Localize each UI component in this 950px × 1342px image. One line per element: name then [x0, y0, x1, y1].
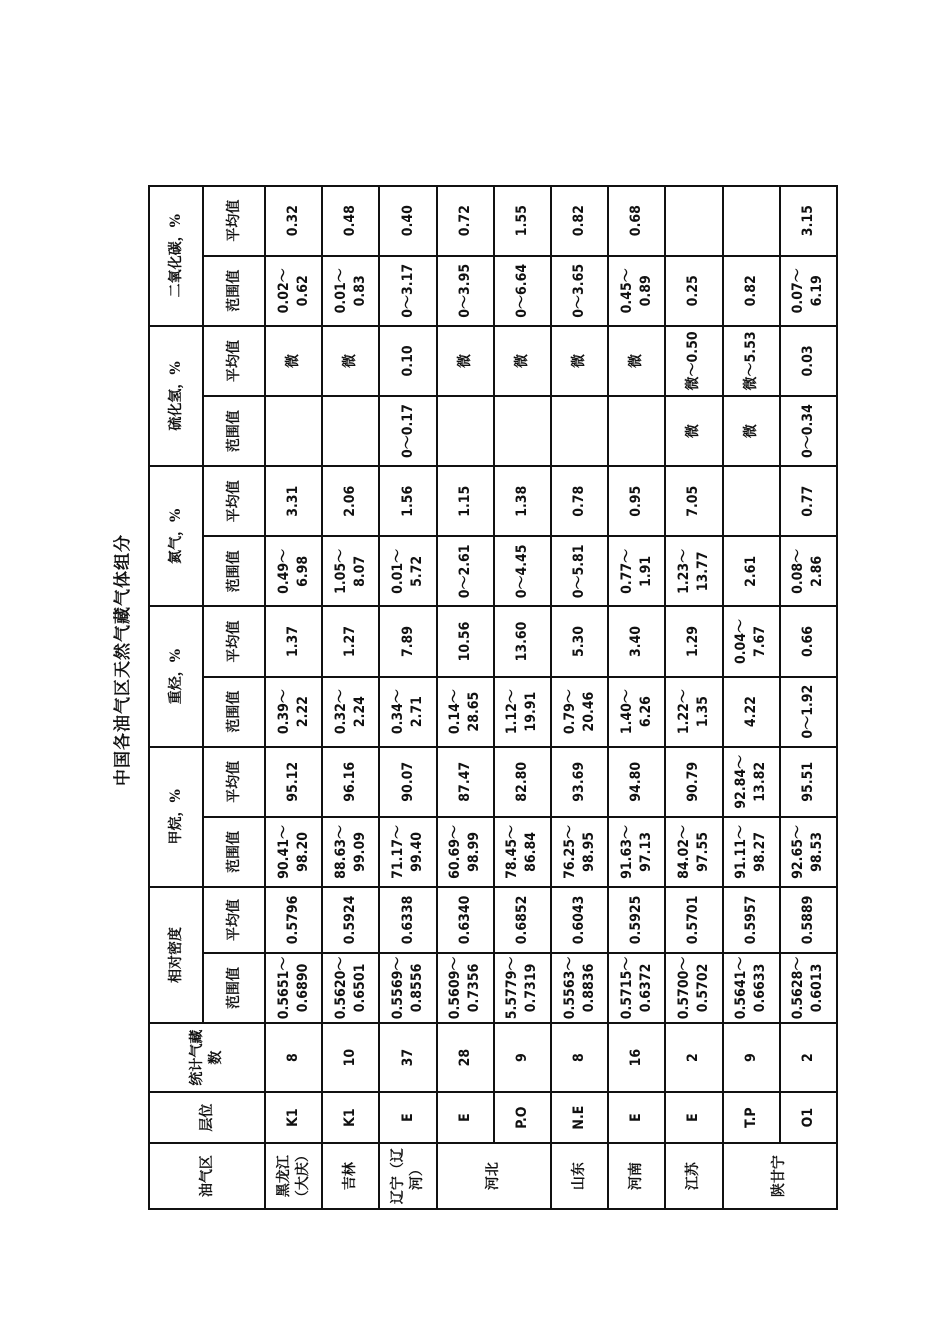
value-cell-da: 0.5889: [780, 887, 837, 953]
value-cell-ma: 90.07: [379, 747, 436, 817]
header-nitrogen: 氮气，%: [149, 466, 203, 606]
value-cell-nr: 0.08～2.86: [780, 536, 837, 606]
value-cell-mr: 88.63～99.09: [322, 817, 379, 887]
layer-cell: E: [608, 1092, 665, 1143]
layer-cell: O1: [780, 1092, 837, 1143]
value-cell-ma: 94.80: [608, 747, 665, 817]
value-cell-ma: 90.79: [665, 747, 722, 817]
subheader-range: 范围值: [203, 953, 265, 1023]
region-cell: 吉林: [322, 1143, 379, 1209]
value-cell-ha: 7.89: [379, 606, 436, 676]
value-cell-dr: 0.5651～0.6890: [265, 953, 322, 1023]
value-cell-mr: 78.45～86.84: [494, 817, 551, 887]
layer-cell: E: [665, 1092, 722, 1143]
value-cell-ma: 82.80: [494, 747, 551, 817]
value-cell-ca: [723, 186, 780, 256]
value-cell-sr: 微: [665, 396, 722, 466]
value-cell-nr: 2.61: [723, 536, 780, 606]
region-cell: 河北: [437, 1143, 551, 1209]
value-cell-sa: 微: [322, 326, 379, 396]
count-cell: 16: [608, 1023, 665, 1092]
table-title: 中国各油气区天然气藏气体组分: [113, 534, 133, 786]
table-row: [494, 111, 551, 1209]
table-row: [322, 111, 379, 1209]
value-cell-na: 0.78: [551, 466, 608, 536]
value-cell-nr: 0.01～5.72: [379, 536, 436, 606]
header-h2s: 硫化氢，%: [149, 326, 203, 466]
value-cell-ma: 92.84～13.82: [723, 747, 780, 817]
table-row: [608, 111, 665, 1209]
value-cell-cr: 0～6.64: [494, 256, 551, 326]
region-cell: 陕甘宁: [723, 1143, 838, 1209]
value-cell-dr: 0.5569～0.8556: [379, 953, 436, 1023]
value-cell-nr: 1.05～8.07: [322, 536, 379, 606]
value-cell-hr: 0.34～2.71: [379, 677, 436, 747]
table-body: [265, 111, 837, 1209]
value-cell-ma: 95.12: [265, 747, 322, 817]
value-cell-ma: 93.69: [551, 747, 608, 817]
table-row: [780, 111, 837, 1209]
value-cell-hr: 0.79～20.46: [551, 677, 608, 747]
value-cell-sr: [551, 396, 608, 466]
value-cell-sr: [494, 396, 551, 466]
value-cell-na: [723, 466, 780, 536]
layer-cell: E: [379, 1092, 436, 1143]
value-cell-ca: 0.82: [551, 186, 608, 256]
value-cell-na: 1.56: [379, 466, 436, 536]
layer-cell: P.O: [494, 1092, 551, 1143]
value-cell-cr: 0.45～0.89: [608, 256, 665, 326]
layer-cell: N.E: [551, 1092, 608, 1143]
header-layer: 层位: [149, 1092, 265, 1143]
layer-cell: K1: [322, 1092, 379, 1143]
table-row: [723, 111, 780, 1209]
value-cell-mr: 91.11～98.27: [723, 817, 780, 887]
subheader-avg: 平均值: [203, 326, 265, 396]
header-region: 油气区: [149, 1143, 265, 1209]
count-cell: 9: [723, 1023, 780, 1092]
header-co2: 二氧化碳，%: [149, 186, 203, 326]
count-cell: 2: [665, 1023, 722, 1092]
value-cell-na: 0.95: [608, 466, 665, 536]
table-row: [265, 111, 322, 1209]
value-cell-cr: 0.01～0.83: [322, 256, 379, 326]
count-cell: 28: [437, 1023, 494, 1092]
value-cell-dr: 0.5620～0.6501: [322, 953, 379, 1023]
value-cell-sr: 0～0.34: [780, 396, 837, 466]
subheader-avg: 平均值: [203, 186, 265, 256]
value-cell-da: 0.6043: [551, 887, 608, 953]
table-row: [379, 111, 436, 1209]
value-cell-na: 1.38: [494, 466, 551, 536]
value-cell-nr: 1.23～13.77: [665, 536, 722, 606]
value-cell-na: 0.77: [780, 466, 837, 536]
value-cell-ma: 87.47: [437, 747, 494, 817]
rotated-table-layer: [113, 110, 838, 1210]
subheader-range: 范围值: [203, 396, 265, 466]
layer-cell: E: [437, 1092, 494, 1143]
value-cell-ha: 10.56: [437, 606, 494, 676]
count-cell: 2: [780, 1023, 837, 1092]
value-cell-ca: 1.55: [494, 186, 551, 256]
region-cell: 黑龙江（大庆）: [265, 1143, 322, 1209]
value-cell-hr: 1.40～6.26: [608, 677, 665, 747]
value-cell-sr: 微: [723, 396, 780, 466]
region-cell: 江苏: [665, 1143, 722, 1209]
value-cell-mr: 76.25～98.95: [551, 817, 608, 887]
value-cell-ma: 95.51: [780, 747, 837, 817]
value-cell-sr: [608, 396, 665, 466]
count-cell: 8: [551, 1023, 608, 1092]
value-cell-nr: 0～2.61: [437, 536, 494, 606]
value-cell-sr: [265, 396, 322, 466]
value-cell-hr: 0.14～28.65: [437, 677, 494, 747]
count-cell: 9: [494, 1023, 551, 1092]
table-row: [551, 111, 608, 1209]
value-cell-da: 0.6852: [494, 887, 551, 953]
subheader-range: 范围值: [203, 817, 265, 887]
subheader-avg: 平均值: [203, 747, 265, 817]
value-cell-ha: 1.37: [265, 606, 322, 676]
value-cell-mr: 71.17～99.40: [379, 817, 436, 887]
header-heavy: 重烃，%: [149, 606, 203, 746]
value-cell-ca: 0.68: [608, 186, 665, 256]
value-cell-ca: 0.72: [437, 186, 494, 256]
value-cell-ha: 5.30: [551, 606, 608, 676]
value-cell-dr: 0.5628～0.6013: [780, 953, 837, 1023]
value-cell-sr: [322, 396, 379, 466]
gas-composition-table: [148, 110, 838, 1210]
value-cell-ca: 0.48: [322, 186, 379, 256]
value-cell-da: 0.5701: [665, 887, 722, 953]
region-cell: 辽宁（辽河）: [379, 1143, 436, 1209]
header-density: 相对密度: [149, 887, 203, 1023]
value-cell-da: 0.5925: [608, 887, 665, 953]
count-cell: 37: [379, 1023, 436, 1092]
count-cell: 10: [322, 1023, 379, 1092]
value-cell-ha: 0.66: [780, 606, 837, 676]
layer-cell: K1: [265, 1092, 322, 1143]
layer-cell: T.P: [723, 1092, 780, 1143]
table-row: [437, 111, 494, 1209]
value-cell-sr: [437, 396, 494, 466]
value-cell-na: 3.31: [265, 466, 322, 536]
value-cell-sr: 0～0.17: [379, 396, 436, 466]
value-cell-hr: 0～1.92: [780, 677, 837, 747]
value-cell-cr: 0～3.95: [437, 256, 494, 326]
table-row: [665, 111, 722, 1209]
value-cell-ha: 1.27: [322, 606, 379, 676]
value-cell-sa: 0.03: [780, 326, 837, 396]
value-cell-sa: 微: [551, 326, 608, 396]
value-cell-mr: 91.63～97.13: [608, 817, 665, 887]
value-cell-mr: 84.02～97.55: [665, 817, 722, 887]
value-cell-nr: 0～5.81: [551, 536, 608, 606]
value-cell-cr: 0.07～6.19: [780, 256, 837, 326]
value-cell-na: 2.06: [322, 466, 379, 536]
value-cell-ha: 1.29: [665, 606, 722, 676]
value-cell-mr: 60.69～98.99: [437, 817, 494, 887]
value-cell-sa: 微: [494, 326, 551, 396]
value-cell-sa: 微: [265, 326, 322, 396]
value-cell-sa: 微: [437, 326, 494, 396]
value-cell-nr: 0～4.45: [494, 536, 551, 606]
subheader-range: 范围值: [203, 677, 265, 747]
subheader-avg: 平均值: [203, 606, 265, 676]
value-cell-na: 7.05: [665, 466, 722, 536]
value-cell-dr: 5.5779～0.7319: [494, 953, 551, 1023]
value-cell-cr: 0～3.17: [379, 256, 436, 326]
value-cell-da: 0.5796: [265, 887, 322, 953]
value-cell-mr: 92.65～98.53: [780, 817, 837, 887]
value-cell-na: 1.15: [437, 466, 494, 536]
value-cell-sa: 微～5.53: [723, 326, 780, 396]
value-cell-nr: 0.49～6.98: [265, 536, 322, 606]
value-cell-cr: 0.25: [665, 256, 722, 326]
region-cell: 河南: [608, 1143, 665, 1209]
header-count: 统计气藏数: [149, 1023, 265, 1092]
value-cell-mr: 90.41～98.20: [265, 817, 322, 887]
value-cell-ha: 3.40: [608, 606, 665, 676]
subheader-range: 范围值: [203, 256, 265, 326]
value-cell-da: 0.6340: [437, 887, 494, 953]
count-cell: 8: [265, 1023, 322, 1092]
value-cell-dr: 0.5609～0.7356: [437, 953, 494, 1023]
value-cell-hr: 0.39～2.22: [265, 677, 322, 747]
value-cell-ha: 0.04～7.67: [723, 606, 780, 676]
subheader-avg: 平均值: [203, 887, 265, 953]
value-cell-dr: 0.5563～0.8836: [551, 953, 608, 1023]
subheader-range: 范围值: [203, 536, 265, 606]
value-cell-hr: 4.22: [723, 677, 780, 747]
value-cell-da: 0.5924: [322, 887, 379, 953]
value-cell-dr: 0.5700～0.5702: [665, 953, 722, 1023]
value-cell-da: 0.6338: [379, 887, 436, 953]
value-cell-hr: 1.12～19.91: [494, 677, 551, 747]
value-cell-sa: 0.10: [379, 326, 436, 396]
value-cell-ca: 3.15: [780, 186, 837, 256]
header-methane: 甲烷，%: [149, 747, 203, 887]
value-cell-sa: 微～0.50: [665, 326, 722, 396]
value-cell-sa: 微: [608, 326, 665, 396]
value-cell-cr: 0.02～0.62: [265, 256, 322, 326]
value-cell-nr: 0.77～1.91: [608, 536, 665, 606]
value-cell-dr: 0.5715～0.6372: [608, 953, 665, 1023]
subheader-avg: 平均值: [203, 466, 265, 536]
value-cell-cr: 0.82: [723, 256, 780, 326]
value-cell-hr: 1.22～1.35: [665, 677, 722, 747]
value-cell-hr: 0.32～2.24: [322, 677, 379, 747]
value-cell-ca: 0.32: [265, 186, 322, 256]
table-header: [149, 111, 265, 1209]
value-cell-ca: [665, 186, 722, 256]
value-cell-ma: 96.16: [322, 747, 379, 817]
value-cell-ca: 0.40: [379, 186, 436, 256]
value-cell-dr: 0.5641～0.6633: [723, 953, 780, 1023]
value-cell-cr: 0～3.65: [551, 256, 608, 326]
value-cell-da: 0.5957: [723, 887, 780, 953]
value-cell-ha: 13.60: [494, 606, 551, 676]
region-cell: 山东: [551, 1143, 608, 1209]
